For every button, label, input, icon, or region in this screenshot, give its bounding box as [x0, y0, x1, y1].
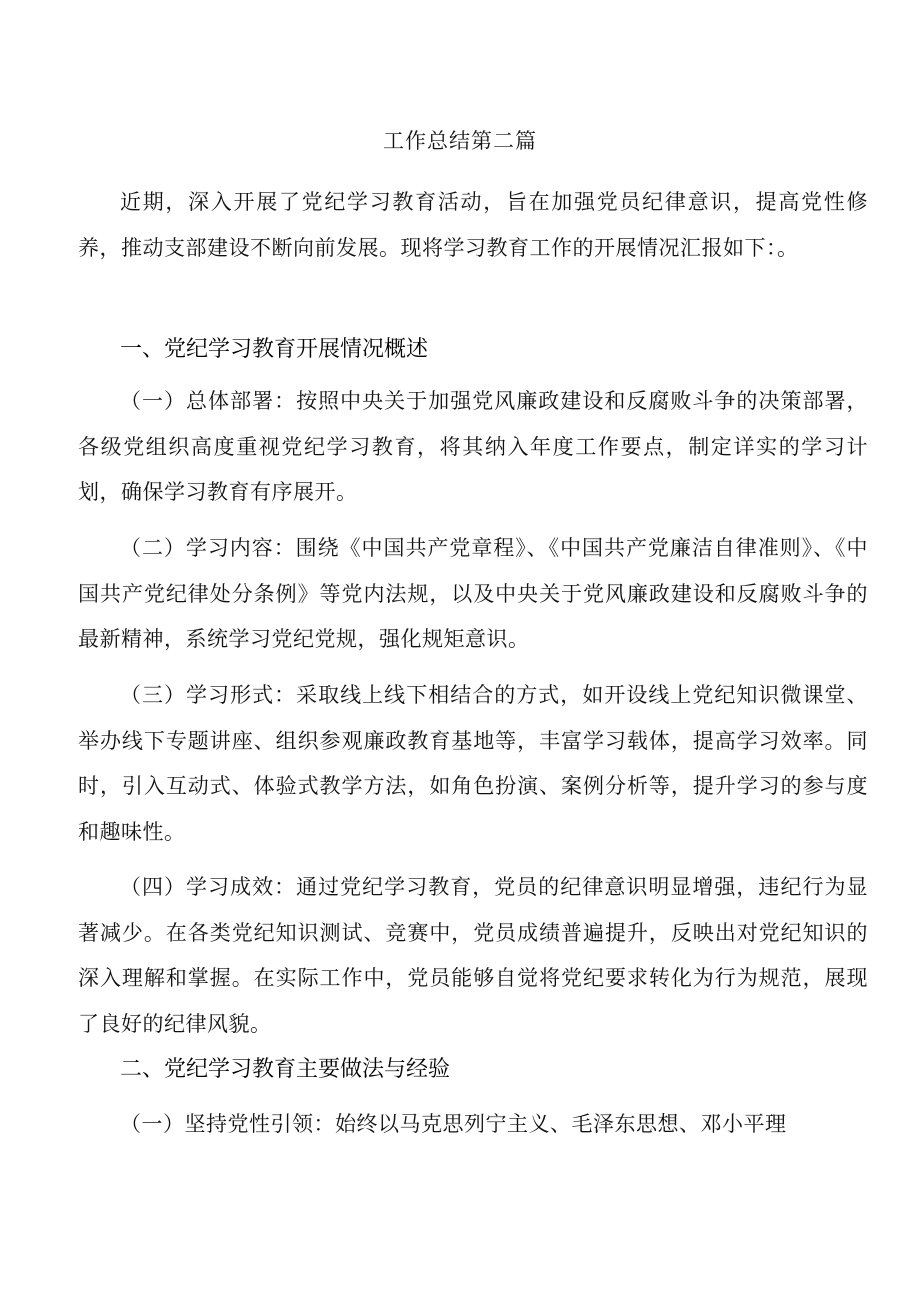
intro-paragraph: 近期，深入开展了党纪学习教育活动，旨在加强党员纪律意识，提高党性修养，推动支部建设不断向前发展。现将学习教育工作的开展情况汇报如下：。	[78, 190, 868, 260]
section-2-heading: 二、党纪学习教育主要做法与经验	[120, 1057, 451, 1082]
document-title: 工作总结第二篇	[383, 129, 537, 153]
section-1-paragraph-3: （三）学习形式：采取线上线下相结合的方式，如开设线上党纪知识微课堂、举办线下专题讲座、组织参观廉政教育基地等，丰富学习载体，提高学习效率。同时，引入互动式、体验式教学方法，如角色扮演、案例分析等，提升学习的参与度和趣味性。	[78, 683, 868, 844]
section-1-heading: 一、党纪学习教育开展情况概述	[120, 337, 429, 362]
section-2-paragraph-1: （一）坚持党性引领：始终以马克思列宁主义、毛泽东思想、邓小平理	[120, 1112, 787, 1136]
section-1-paragraph-1: （一）总体部署：按照中央关于加强党风廉政建设和反腐败斗争的决策部署，各级党组织高度重视党纪学习教育，将其纳入年度工作要点，制定详实的学习计划，确保学习教育有序展开。	[78, 389, 868, 504]
section-1-paragraph-2: （二）学习内容：围绕《中国共产党章程》、《中国共产党廉洁自律准则》、《中国共产党纪律处分条例》等党内法规，以及中央关于党风廉政建设和反腐败斗争的最新精神，系统学习党纪党规，强化规矩意识。	[78, 536, 868, 651]
section-1-paragraph-4: （四）学习成效：通过党纪学习教育，党员的纪律意识明显增强，违纪行为显著减少。在各类党纪知识测试、竞赛中，党员成绩普遍提升，反映出对党纪知识的深入理解和掌握。在实际工作中，党员能够自觉将党纪要求转化为行为规范，展现了良好的纪律风貌。	[78, 875, 868, 1036]
